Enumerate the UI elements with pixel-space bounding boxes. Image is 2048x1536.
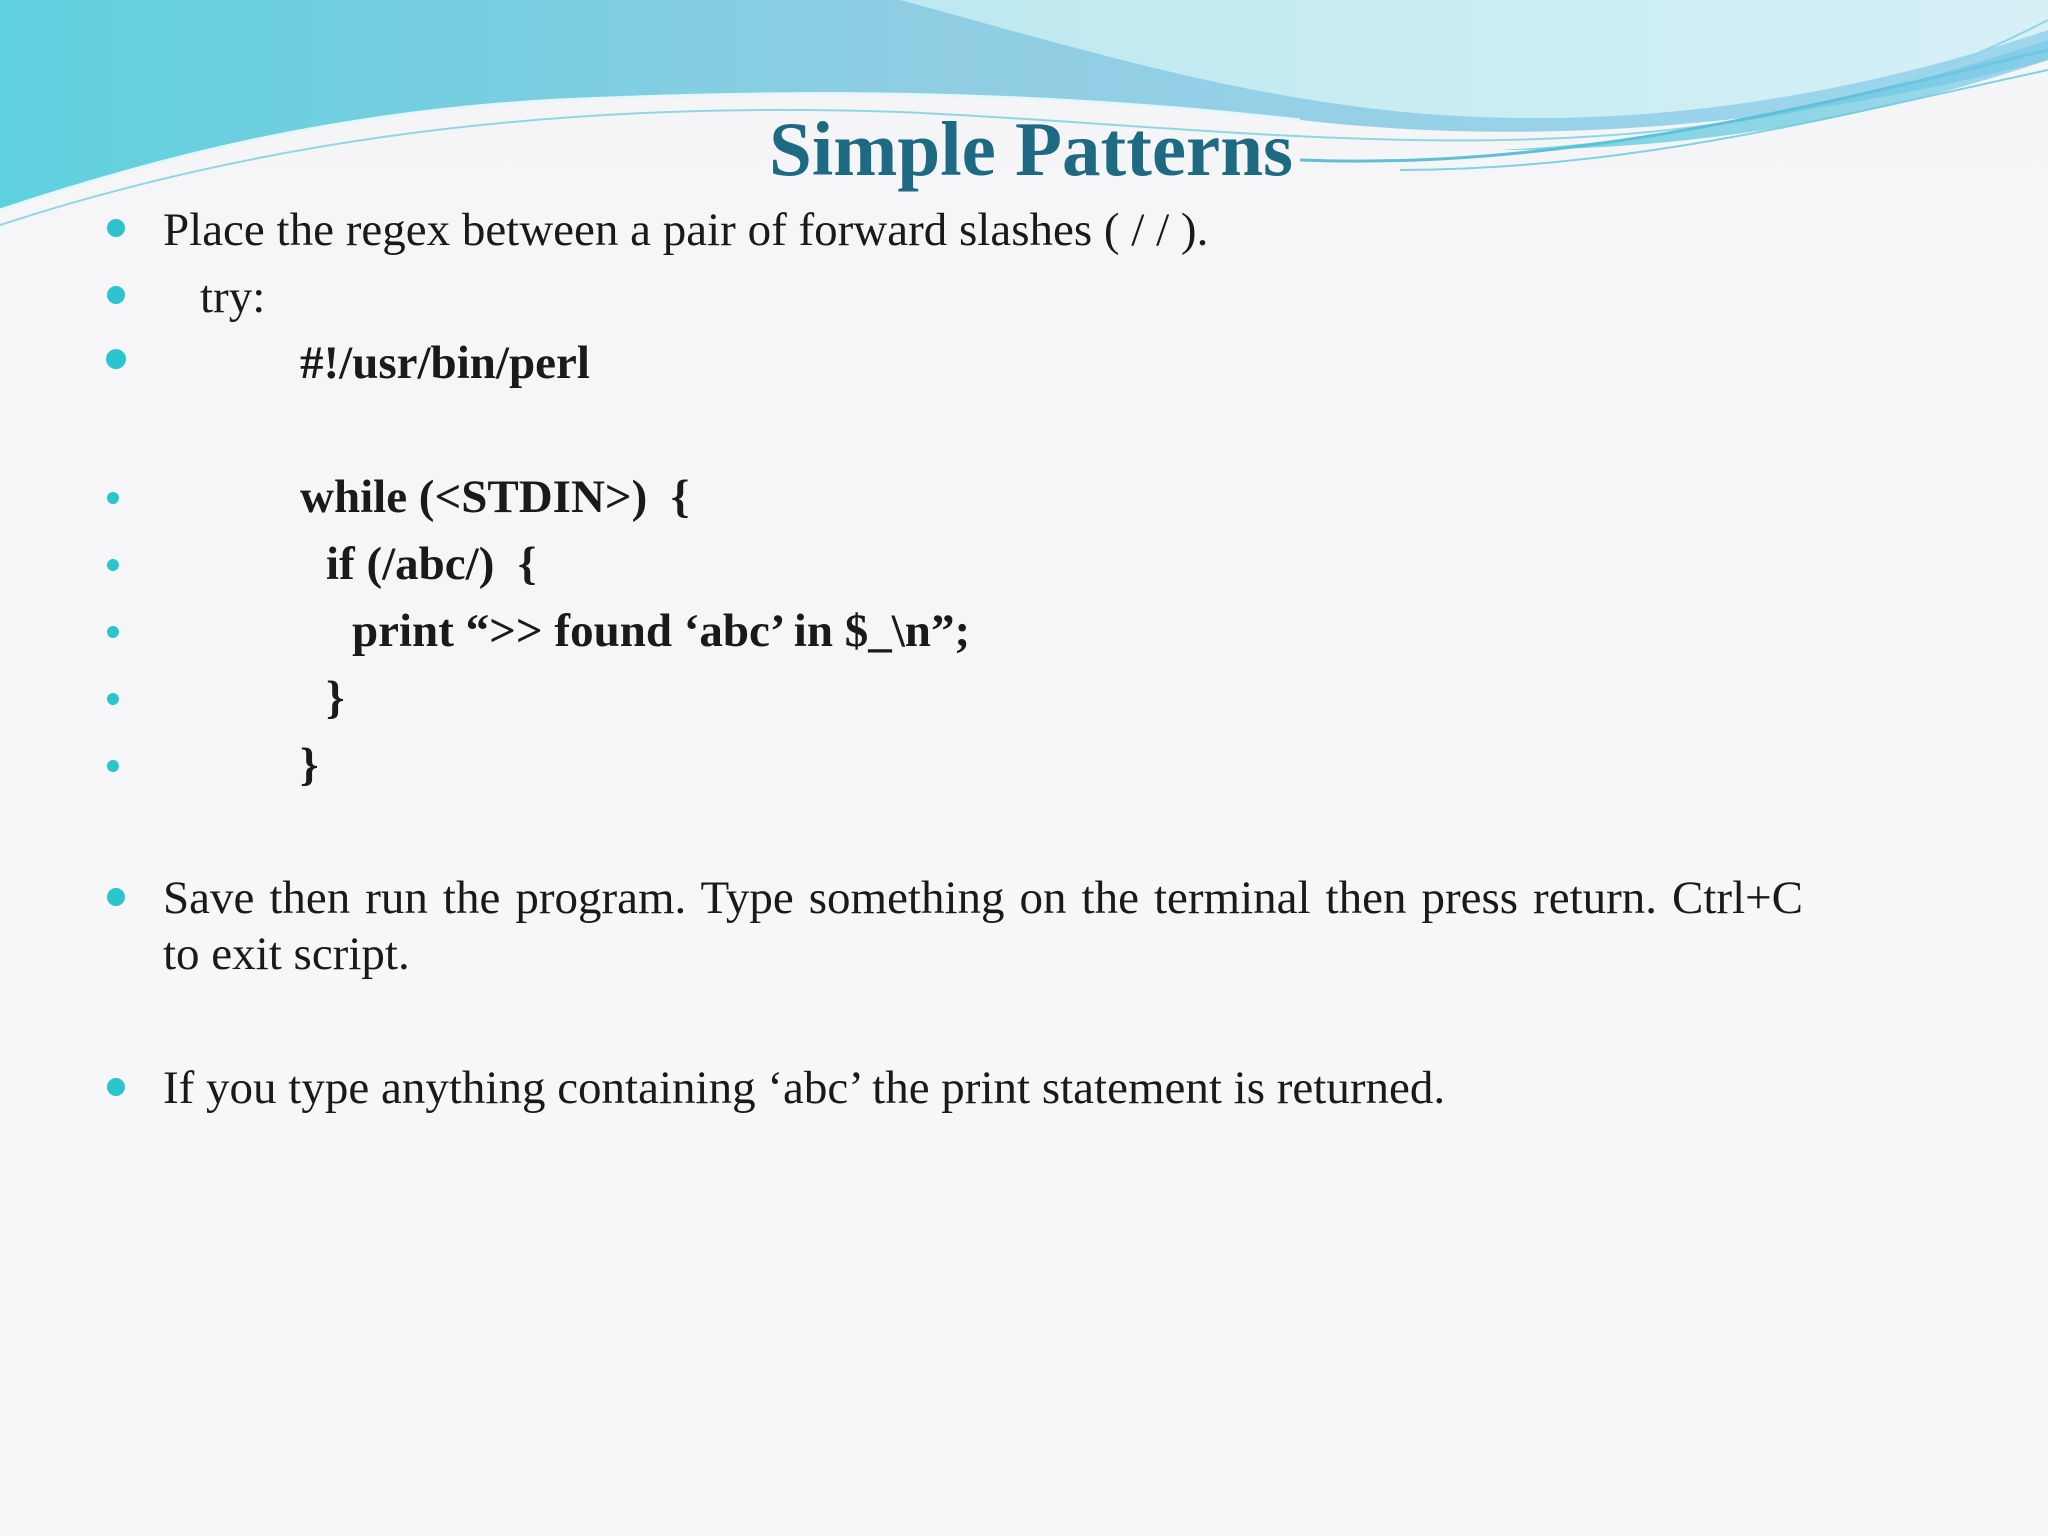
bullet-icon: [107, 888, 125, 906]
bullet-icon: [107, 286, 125, 304]
bullet-text: try:: [200, 271, 266, 323]
bullet-icon: [107, 492, 119, 504]
bullet-text: If you type anything containing ‘abc’ the print statement is returned.: [163, 1062, 1446, 1114]
code-line: while (<STDIN>) {: [300, 471, 690, 523]
code-line: #!/usr/bin/perl: [300, 337, 590, 389]
code-line: }: [326, 672, 345, 724]
bullet-icon: [107, 559, 119, 571]
code-line: if (/abc/) {: [326, 538, 537, 590]
bullet-icon: [107, 1078, 125, 1096]
code-line: }: [300, 739, 319, 791]
bullet-icon: [106, 349, 126, 369]
bullet-icon: [107, 219, 125, 237]
code-line: print “>> found ‘abc’ in $_\n”;: [352, 605, 971, 657]
bullet-icon: [107, 760, 119, 772]
bullet-icon: [107, 693, 119, 705]
slide-title: Simple Patterns: [769, 106, 1293, 192]
bullet-icon: [107, 626, 119, 638]
bullet-text: Place the regex between a pair of forward slashes ( / / ).: [163, 204, 1209, 256]
bullet-text: Save then run the program. Type something on the terminal then press return. Ctrl+C to exit script.: [163, 872, 1803, 980]
